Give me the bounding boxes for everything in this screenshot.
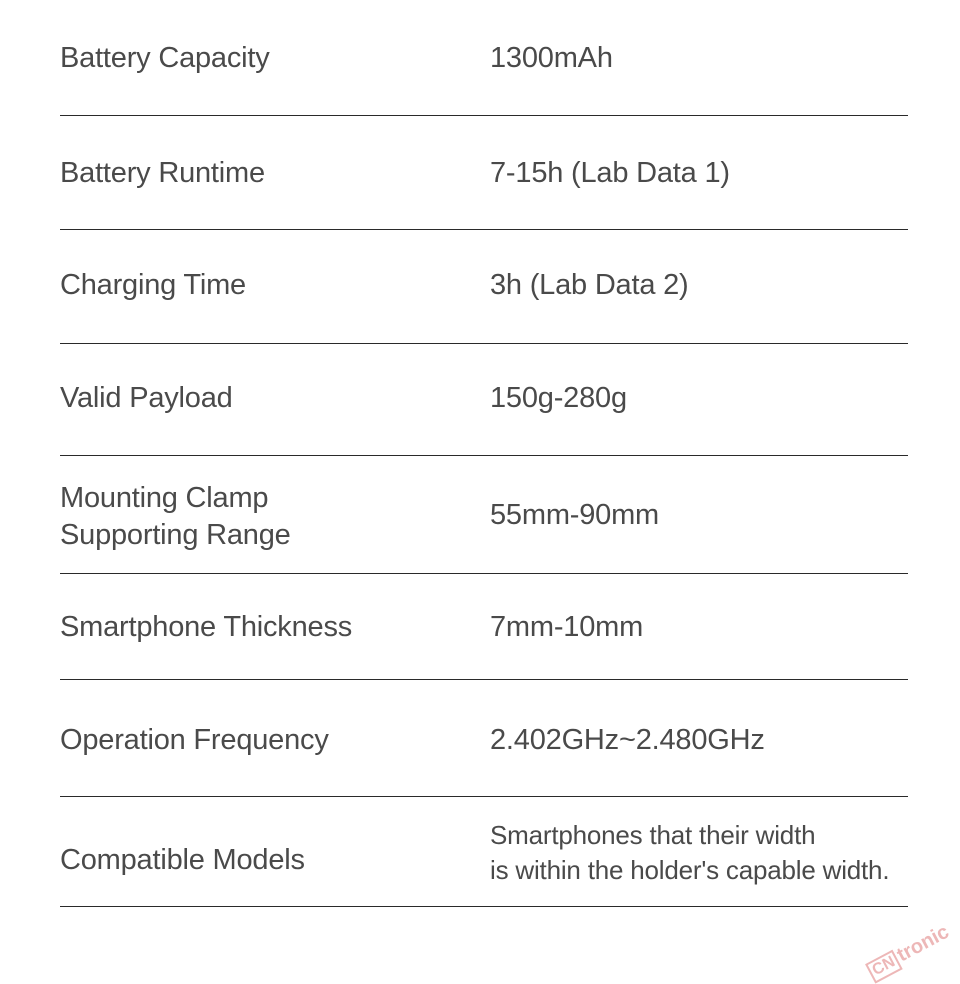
spec-value: 1300mAh (490, 42, 613, 74)
spec-row-charging-time (60, 229, 908, 344)
spec-label: Battery Capacity (60, 42, 270, 74)
watermark-text: tronic (893, 920, 954, 967)
spec-value-line: Smartphones that their width (490, 820, 816, 850)
spec-label: Valid Payload (60, 382, 233, 414)
spec-label: Charging Time (60, 269, 246, 301)
spec-value: 2.402GHz~2.480GHz (490, 724, 765, 756)
spec-value: 3h (Lab Data 2) (490, 269, 689, 301)
spec-value: 55mm-90mm (490, 499, 659, 531)
spec-row-operation-frequency (60, 679, 908, 797)
spec-row-battery-runtime (60, 115, 908, 230)
spec-value (490, 818, 889, 888)
spec-label-line: Supporting Range (60, 519, 291, 551)
spec-label (60, 480, 291, 554)
watermark-prefix: CN (865, 950, 903, 984)
spec-value: 7-15h (Lab Data 1) (490, 157, 730, 189)
spec-row-compatible-models (60, 796, 908, 907)
spec-label: Compatible Models (60, 844, 305, 876)
spec-value: 150g-280g (490, 382, 627, 414)
spec-row-smartphone-thickness (60, 573, 908, 680)
spec-row-mounting-clamp (60, 455, 908, 574)
spec-row-valid-payload (60, 343, 908, 456)
spec-label-line: Mounting Clamp (60, 482, 269, 514)
spec-label: Smartphone Thickness (60, 611, 353, 643)
spec-label: Battery Runtime (60, 157, 265, 189)
spec-row-battery-capacity (60, 0, 908, 116)
spec-value-line: is within the holder's capable width. (490, 855, 890, 885)
spec-value: 7mm-10mm (490, 611, 644, 643)
spec-label: Operation Frequency (60, 724, 329, 756)
